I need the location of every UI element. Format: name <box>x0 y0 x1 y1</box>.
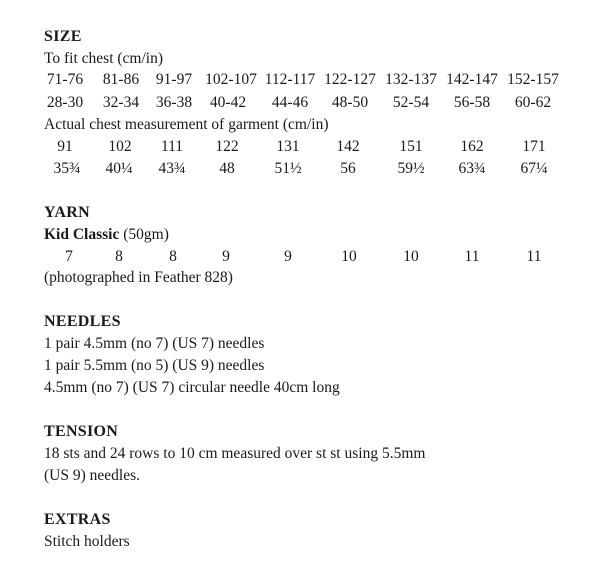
quantity-cell: 11 <box>526 248 542 265</box>
size-cell: 112-117 <box>264 71 316 88</box>
yarn-name: Kid Classic <box>44 226 120 243</box>
fit-chest-in-row <box>0 93 592 113</box>
tension-heading: TENSION <box>44 423 119 440</box>
size-cell: 28-30 <box>46 94 84 111</box>
size-cell: 56 <box>340 160 356 177</box>
quantity-cell: 11 <box>464 248 480 265</box>
fit-chest-cm-row <box>0 70 592 90</box>
actual-chest-cm-row <box>0 137 592 157</box>
size-cell: 81-86 <box>102 71 140 88</box>
quantity-cell: 8 <box>115 248 123 265</box>
size-cell: 142 <box>336 138 360 155</box>
size-cell: 102 <box>108 138 132 155</box>
yarn-quantity-row <box>0 247 592 267</box>
size-cell: 56-58 <box>453 94 491 111</box>
quantity-cell: 10 <box>341 248 357 265</box>
size-cell: 40¼ <box>105 160 133 177</box>
size-cell: 32-34 <box>102 94 140 111</box>
yarn-weight: (50gm) <box>123 226 169 243</box>
size-cell: 151 <box>399 138 423 155</box>
extras-heading: EXTRAS <box>44 511 111 528</box>
size-cell: 40-42 <box>209 94 247 111</box>
quantity-cell: 7 <box>65 248 73 265</box>
quantity-cell: 9 <box>284 248 292 265</box>
tension-text-line: 18 sts and 24 rows to 10 cm measured over st st using 5.5mm <box>44 445 426 462</box>
size-cell: 52-54 <box>392 94 430 111</box>
quantity-cell: 10 <box>403 248 419 265</box>
size-cell: 91 <box>57 138 73 155</box>
size-cell: 36-38 <box>155 94 193 111</box>
yarn-heading: YARN <box>44 204 90 221</box>
photographed-note: (photographed in Feather 828) <box>44 269 233 286</box>
size-cell: 171 <box>522 138 546 155</box>
size-cell: 142-147 <box>446 71 498 88</box>
size-cell: 63¾ <box>458 160 486 177</box>
size-cell: 35¾ <box>53 160 81 177</box>
fit-chest-label: To fit chest (cm/in) <box>44 50 164 67</box>
size-cell: 67¼ <box>520 160 548 177</box>
size-cell: 162 <box>460 138 484 155</box>
size-cell: 122-127 <box>324 71 376 88</box>
size-cell: 43¾ <box>158 160 186 177</box>
size-cell: 48 <box>219 160 235 177</box>
extras-text: Stitch holders <box>44 533 130 550</box>
size-cell: 131 <box>276 138 300 155</box>
size-cell: 59½ <box>397 160 425 177</box>
actual-chest-in-row <box>0 159 592 179</box>
needle-item: 1 pair 5.5mm (no 5) (US 9) needles <box>44 357 265 374</box>
size-cell: 71-76 <box>46 71 84 88</box>
size-cell: 111 <box>160 138 184 155</box>
needle-item: 4.5mm (no 7) (US 7) circular needle 40cm long <box>44 379 340 396</box>
size-cell: 51½ <box>274 160 302 177</box>
tension-text-line: (US 9) needles. <box>44 467 140 484</box>
size-cell: 91-97 <box>155 71 193 88</box>
quantity-cell: 9 <box>222 248 230 265</box>
size-cell: 60-62 <box>514 94 552 111</box>
yarn-name-line <box>44 225 169 245</box>
size-cell: 152-157 <box>507 71 559 88</box>
quantity-cell: 8 <box>169 248 177 265</box>
needles-heading: NEEDLES <box>44 313 121 330</box>
size-cell: 132-137 <box>385 71 437 88</box>
actual-chest-label: Actual chest measurement of garment (cm/in) <box>44 116 329 133</box>
size-cell: 44-46 <box>271 94 309 111</box>
size-heading: SIZE <box>44 28 82 45</box>
needle-item: 1 pair 4.5mm (no 7) (US 7) needles <box>44 335 265 352</box>
size-cell: 122 <box>215 138 239 155</box>
size-cell: 48-50 <box>331 94 369 111</box>
size-cell: 102-107 <box>205 71 257 88</box>
